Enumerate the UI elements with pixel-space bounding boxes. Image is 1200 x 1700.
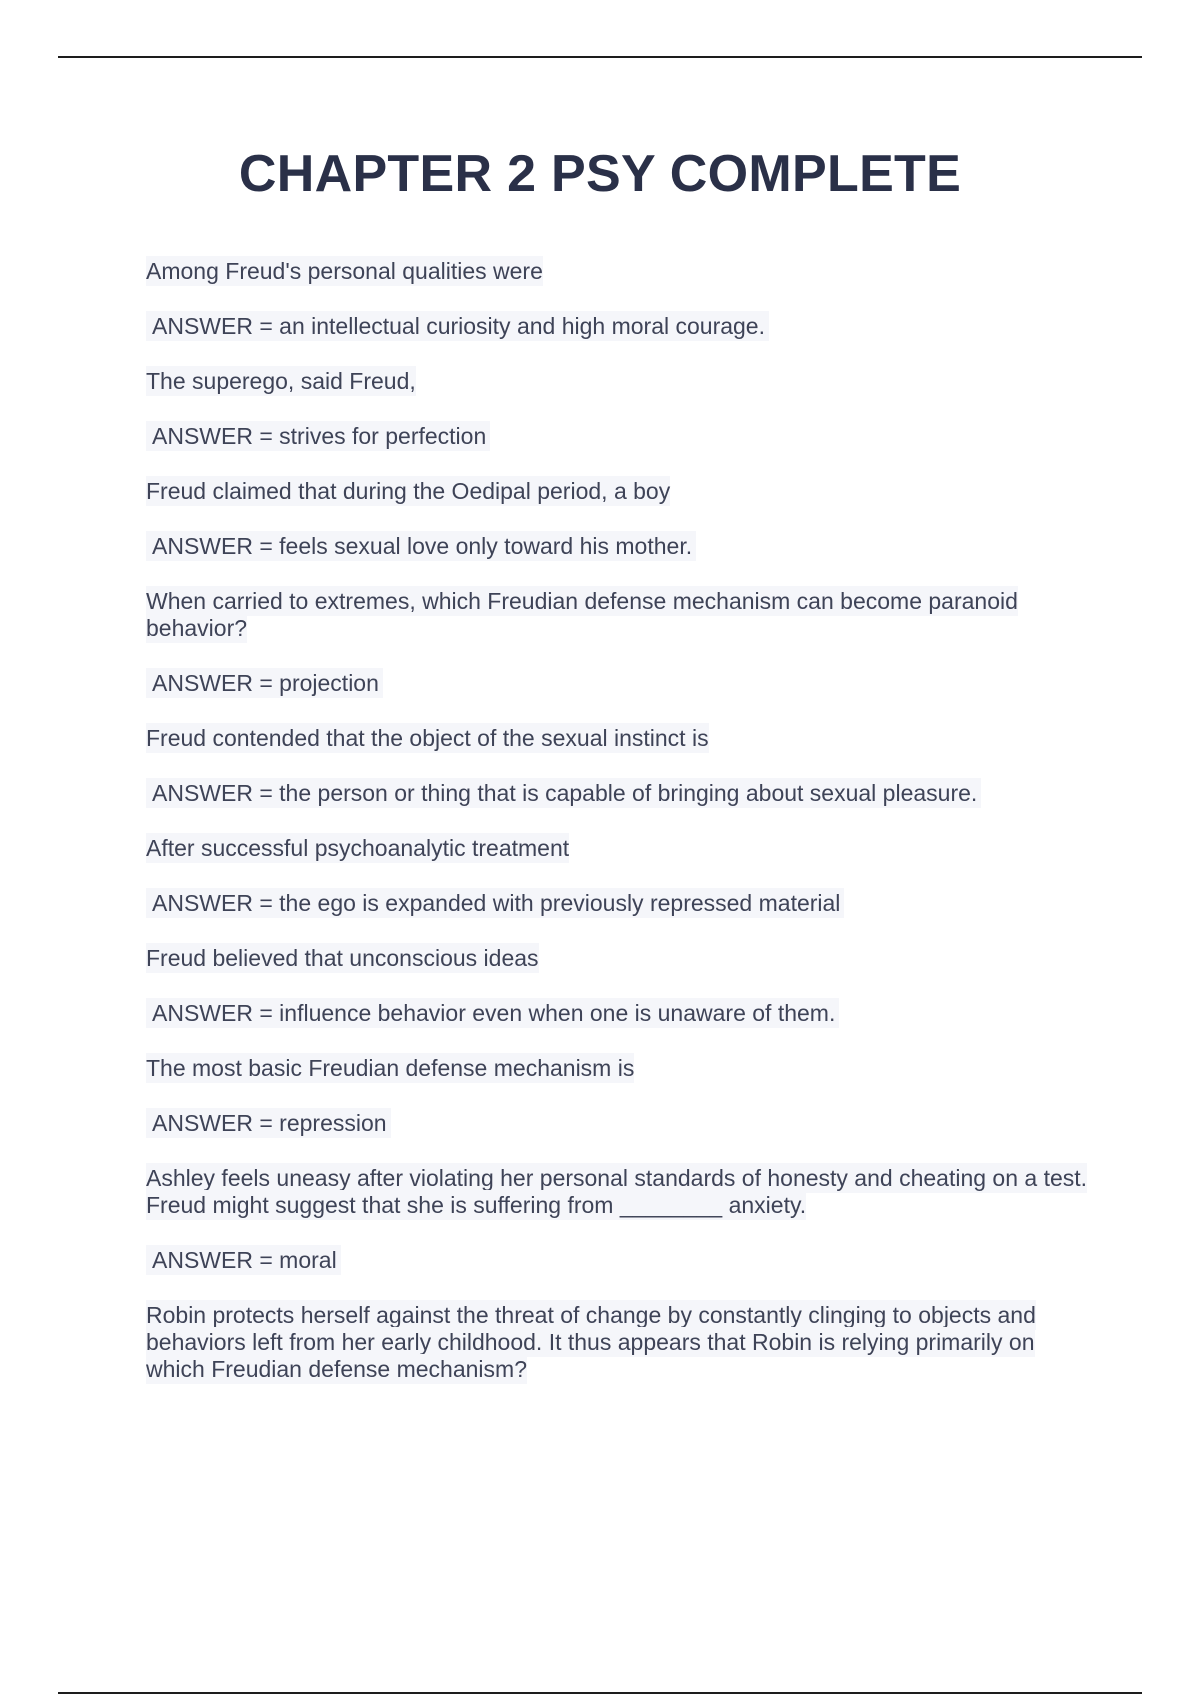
question-text: Freud claimed that during the Oedipal period, a boy [146, 478, 671, 504]
qa-list [146, 258, 1096, 1411]
answer-7 [146, 1000, 1096, 1027]
answer-text: ANSWER = influence behavior even when one is unaware of them. [146, 998, 839, 1028]
answer-text: ANSWER = the person or thing that is capable of bringing about sexual pleasure. [146, 778, 981, 808]
question-text: Robin protects herself against the threat of change by constantly clinging to objects and behaviors left from her early childhood. It thus appears that Robin is relying primarily on which Freudian defense mechanism? [146, 1302, 1036, 1382]
question-text: Freud believed that unconscious ideas [146, 945, 539, 971]
question-8 [146, 1055, 1096, 1082]
answer-text: ANSWER = an intellectual curiosity and high moral courage. [146, 311, 769, 341]
document-title: CHAPTER 2 PSY COMPLETE [238, 145, 962, 203]
question-10 [146, 1302, 1096, 1383]
question-5 [146, 725, 1096, 752]
answer-3 [146, 533, 1096, 560]
question-text: After successful psychoanalytic treatment [146, 835, 570, 861]
answer-6 [146, 890, 1096, 917]
question-6 [146, 835, 1096, 862]
answer-text: ANSWER = feels sexual love only toward his mother. [146, 531, 696, 561]
question-text: Ashley feels uneasy after violating her personal standards of honesty and cheating on a test. Freud might suggest that she is suffering from ________ anxiety. [146, 1165, 1088, 1218]
question-text: The most basic Freudian defense mechanism is [146, 1055, 635, 1081]
question-2 [146, 368, 1096, 395]
answer-8 [146, 1110, 1096, 1137]
question-4 [146, 588, 1096, 642]
question-text: When carried to extremes, which Freudian defense mechanism can become paranoid behavior? [146, 588, 1018, 641]
question-1 [146, 258, 1096, 285]
answer-4 [146, 670, 1096, 697]
question-text: The superego, said Freud, [146, 368, 416, 394]
answer-text: ANSWER = moral [146, 1245, 341, 1275]
question-3 [146, 478, 1096, 505]
answer-5 [146, 780, 1096, 807]
answer-2 [146, 423, 1096, 450]
answer-1 [146, 313, 1096, 340]
question-9 [146, 1165, 1096, 1219]
answer-text: ANSWER = strives for perfection [146, 421, 490, 451]
bottom-rule [58, 1692, 1142, 1694]
answer-9 [146, 1247, 1096, 1274]
question-text: Freud contended that the object of the sexual instinct is [146, 725, 709, 751]
answer-text: ANSWER = the ego is expanded with previously repressed material [146, 888, 844, 918]
answer-text: ANSWER = projection [146, 668, 383, 698]
question-7 [146, 945, 1096, 972]
question-text: Among Freud's personal qualities were [146, 258, 543, 284]
top-rule [58, 56, 1142, 58]
answer-text: ANSWER = repression [146, 1108, 391, 1138]
